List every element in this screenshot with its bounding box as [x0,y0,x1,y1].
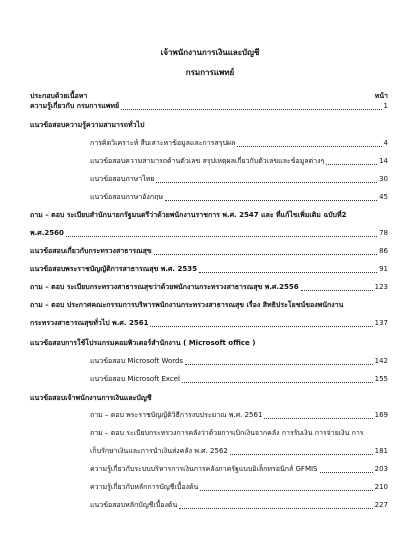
toc-entry[interactable]: แนวข้อสอบภาษาไทย [90,175,155,183]
toc-leader-dots [320,472,373,473]
toc-page-number: 91 [379,265,388,273]
toc-entry[interactable]: แนวข้อสอบความสามารถด้านตัวเลข สรุปเหตุผลเกี่ยวกับตัวเลขและข้อมูลต่างๆ [90,157,325,165]
toc-entry[interactable]: แนวข้อสอบภาษาอังกฤษ [90,193,163,201]
document-title: เจ้าพนักงานการเงินและบัญชี [160,48,260,57]
toc-entry[interactable]: ความรู้เกี่ยวกับหลักการบัญชีเบื้องต้น [90,483,199,491]
toc-page-number: 4 [383,139,388,147]
toc-entry[interactable]: ความรู้เกี่ยวกับระบบบริหารการเงินการคลังภาครัฐแบบอิเล็กทรอนิกส์ GFMIS [90,465,318,473]
toc-leader-dots [199,272,377,273]
toc-page-number: 227 [374,501,388,509]
toc-entry[interactable]: ถาม – ตอบ ระเบียบสำนักนายกรัฐมนตรีว่าด้วยพนักงานราชการ พ.ศ. 2547 และ ที่แก้ไขเพิ่มเติม ฉบับที่2 [30,211,347,219]
toc-page-number: 137 [374,319,388,327]
toc-entry[interactable]: ถาม – ตอบ ระเบียบกระทรวงสาธารณสุขว่าด้วยพนักงานกระทรวงสาธารณสุข พ.ศ.2556 [30,283,299,291]
toc-leader-dots [150,326,372,327]
toc-entry[interactable]: การคิดวิเคราะห์ สืบเสาะหาข้อมูลและการสรุปผล [90,139,236,147]
toc-leader-dots [182,382,373,383]
toc-leader-dots [200,490,372,491]
toc-entry[interactable]: แนวข้อสอบ Microsoft Words [90,357,184,365]
toc-entry[interactable]: แนวข้อสอบพระราชบัญญัติการสาธารณสุข พ.ศ. 2535 [30,265,198,273]
toc-page-number: 86 [379,247,388,255]
toc-page-number: 123 [374,283,388,291]
toc-entry[interactable]: แนวข้อสอบ Microsoft Excel [90,375,180,383]
toc-entry[interactable]: ถาม – ตอบ ระเบียบกระทรวงการคลังว่าด้วยการเบิกเงินจากคลัง การรับเงิน การจ่ายเงิน การ [90,429,364,437]
toc-entry[interactable]: แนวข้อสอบเจ้าพนักงานการเงินและบัญชี [30,394,152,402]
toc-page-number: 181 [374,447,388,455]
toc-entry[interactable]: ถาม – ตอบ พระราชบัญญัติวิธีการงบประมาณ พ.ศ. 2561 [90,411,263,419]
toc-page-number: 78 [379,229,388,237]
toc-header-contents: ประกอบด้วยเนื้อหา [30,92,88,100]
toc-leader-dots [237,146,381,147]
toc-leader-dots [165,200,377,201]
toc-page-number: 169 [374,411,388,419]
toc-leader-dots [179,508,372,509]
toc-entry[interactable]: ถาม – ตอบ ประกาศคณะกรรมการบริหารพนักงานกระทรวงสาธารณสุข เรื่อง สิทธิประโยชน์ของพนักงาน [30,301,344,309]
toc-entry[interactable]: แนวข้อสอบความรู้ความสามารถทั่วไป [30,121,145,129]
toc-page-number: 142 [374,357,388,365]
document-subtitle: กรมการแพทย์ [185,68,235,77]
toc-page-number: 203 [374,465,388,473]
toc-leader-dots [156,182,377,183]
toc-page-number: 210 [374,483,388,491]
toc-leader-dots [185,364,373,365]
toc-leader-dots [230,454,373,455]
toc-entry[interactable]: พ.ศ.2560 [30,229,64,237]
toc-page-number: 30 [379,175,388,183]
toc-page-number: 155 [374,375,388,383]
toc-leader-dots [326,164,377,165]
toc-leader-dots [301,290,373,291]
toc-entry[interactable]: เก็บรักษาเงินและการนำเงินส่งคลัง พ.ศ. 2562 [90,447,228,455]
toc-entry[interactable]: กระทรวงสาธารณสุขทั่วไป พ.ศ. 2561 [30,319,149,327]
toc-header-page: หน้า [374,92,388,100]
toc-page-number: 1 [383,102,388,110]
toc-entry[interactable]: แนวข้อสอบเกี่ยวกับกระทรวงสาธารณสุข [30,247,152,255]
toc-page-number: 45 [379,193,388,201]
toc-page-number: 14 [379,157,388,165]
toc-entry[interactable]: แนวข้อสอบหลักบัญชีเบื้องต้น [90,501,178,509]
toc-leader-dots [154,254,377,255]
toc-leader-dots [264,418,372,419]
toc-leader-dots [66,236,377,237]
toc-leader-dots [121,109,381,110]
toc-entry[interactable]: ความรู้เกี่ยวกับ กรมการแพทย์ [30,102,120,110]
toc-entry[interactable]: แนวข้อสอบการใช้โปรแกรมคอมพิวเตอร์สำนักงาน ( Microsoft office ) [30,339,256,347]
